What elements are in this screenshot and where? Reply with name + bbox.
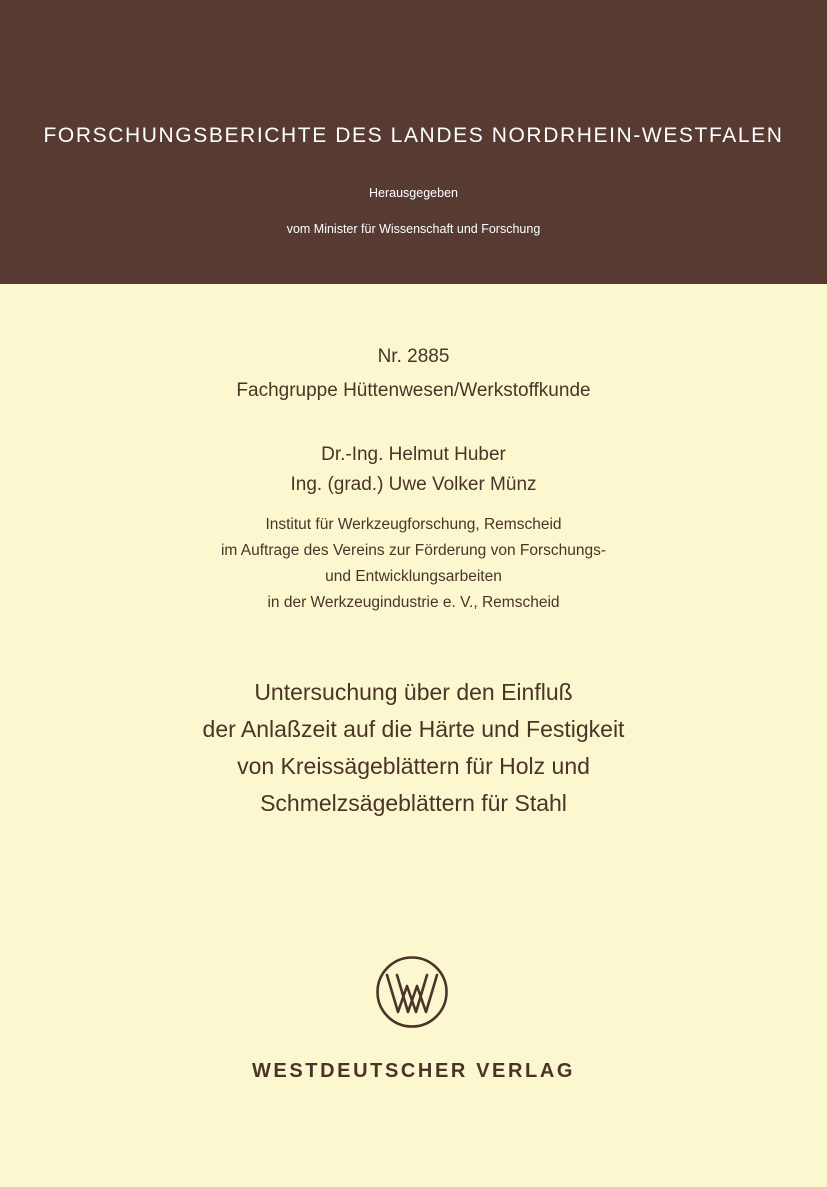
institute-line: im Auftrage des Vereins zur Förderung von Forschungs- xyxy=(220,542,607,559)
title-line: Untersuchung über den Einfluß xyxy=(254,679,573,705)
edited-by-label: Herausgegeben xyxy=(369,186,458,200)
institute-line: Institut für Werkzeugforschung, Remscheid xyxy=(265,516,562,533)
author-name: Ing. (grad.) Uwe Volker Münz xyxy=(290,474,537,495)
editor-label: vom Minister für Wissenschaft und Forschung xyxy=(286,222,541,236)
report-number: Nr. 2885 xyxy=(377,346,450,367)
institute-line: und Entwicklungsarbeiten xyxy=(325,568,502,585)
title-line: Schmelzsägeblättern für Stahl xyxy=(260,790,567,816)
publisher-name: WESTDEUTSCHER VERLAG xyxy=(251,1060,576,1082)
header-band xyxy=(0,0,827,284)
title-line: von Kreissägeblättern für Holz und xyxy=(237,753,590,779)
publisher-logo-icon xyxy=(375,955,449,1029)
report-group: Fachgruppe Hüttenwesen/Werkstoffkunde xyxy=(236,380,591,401)
title-line: der Anlaßzeit auf die Härte und Festigkeit xyxy=(202,716,625,742)
author-name: Dr.-Ing. Helmut Huber xyxy=(321,444,506,465)
series-title: FORSCHUNGSBERICHTE DES LANDES NORDRHEIN-WESTFALEN xyxy=(43,124,784,147)
institute-line: in der Werkzeugindustrie e. V., Remscheid xyxy=(267,594,560,611)
